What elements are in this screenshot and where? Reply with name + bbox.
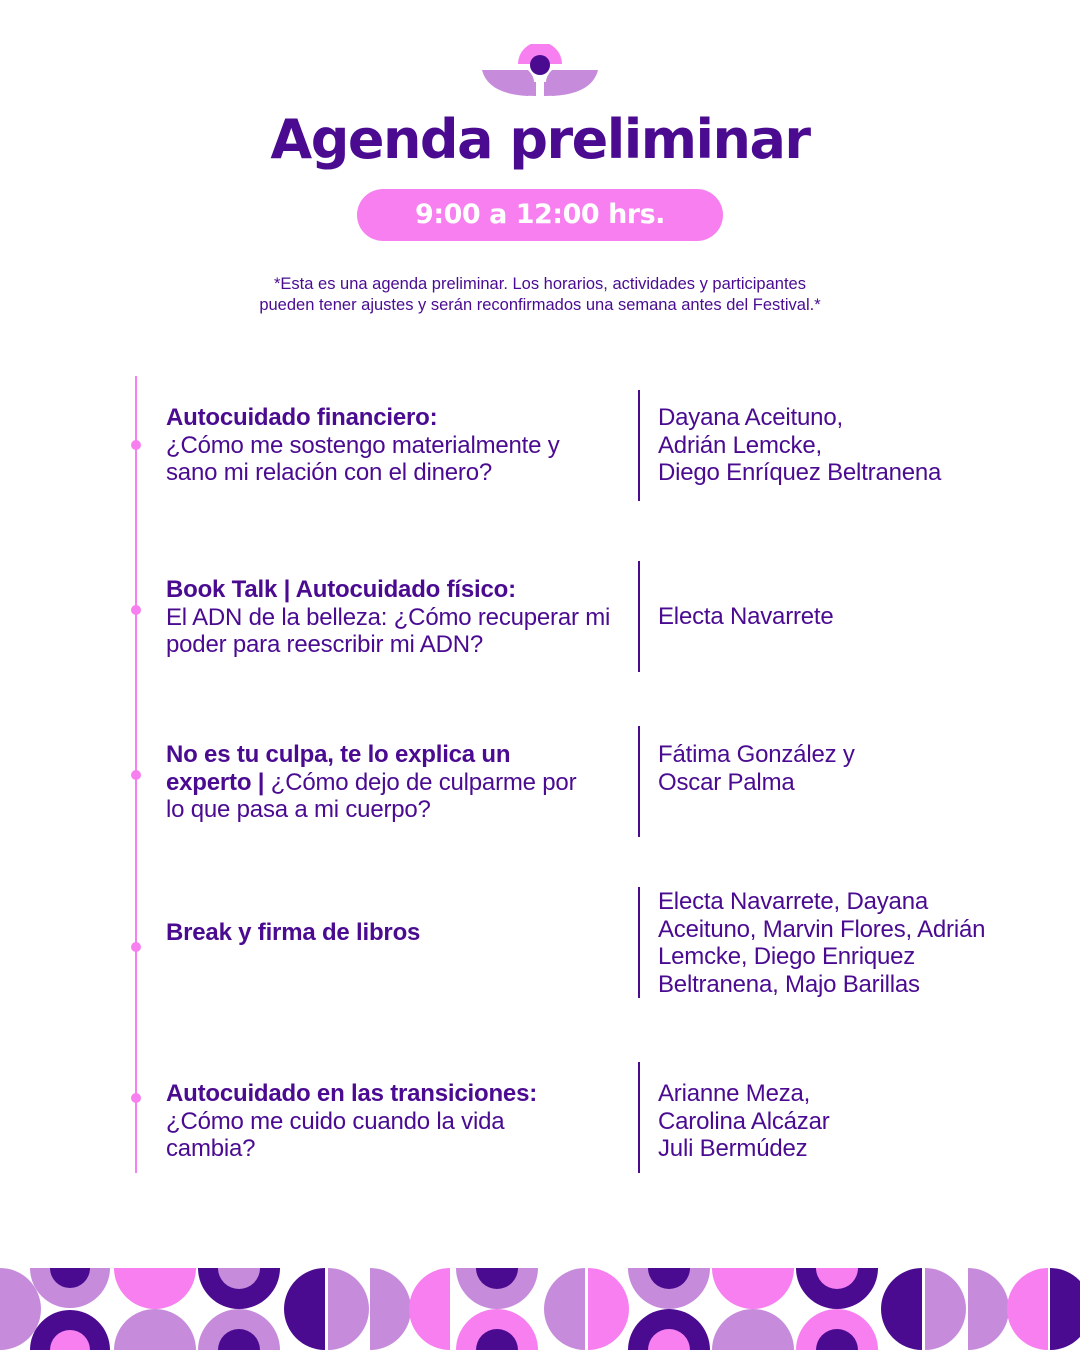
speaker-line: Fátima González y <box>658 741 855 768</box>
session-speakers <box>658 888 1038 998</box>
disclaimer-note <box>140 274 940 316</box>
session-divider <box>638 726 640 837</box>
speaker-line: Aceituno, Marvin Flores, Adrián <box>658 915 986 943</box>
session-subtitle: ¿Cómo me sostengo materialmente y sano mi relación con el dinero? <box>166 431 560 486</box>
speaker-line: Oscar Palma <box>658 768 795 796</box>
session-activity <box>166 741 626 824</box>
session-subtitle: ¿Cómo dejo de culparme por lo que pasa a mi cuerpo? <box>166 768 577 823</box>
speaker-line: Carolina Alcázar <box>658 1107 830 1135</box>
timeline-dot <box>131 1093 141 1103</box>
speaker-line: Adrián Lemcke, <box>658 431 822 459</box>
speaker-line: Lemcke, Diego Enriquez <box>658 943 916 970</box>
session-activity <box>166 919 626 947</box>
session-activity <box>166 576 626 659</box>
session-title: Book Talk | Autocuidado físico: <box>166 576 516 603</box>
timeline-dot <box>131 440 141 450</box>
speaker-line: Beltranena, Majo Barillas <box>658 970 920 998</box>
session-title: Break y firma de libros <box>166 919 421 946</box>
disclaimer-line: *Esta es una agenda preliminar. Los horarios, actividades y participantes <box>274 275 806 293</box>
speaker-line: Dayana Aceituno, <box>658 404 843 431</box>
session-speakers <box>658 603 1038 631</box>
session-title: Autocuidado financiero: <box>166 404 438 431</box>
geometric-pattern-icon <box>0 1268 1080 1350</box>
flower-logo-icon <box>478 44 602 100</box>
time-badge: 9:00 a 12:00 hrs. <box>357 189 723 241</box>
session-activity <box>166 404 626 487</box>
page-title: Agenda preliminar <box>270 108 810 171</box>
timeline-dot <box>131 942 141 952</box>
speaker-line: Electa Navarrete, Dayana <box>658 888 929 915</box>
session-activity <box>166 1080 626 1163</box>
speaker-line: Diego Enríquez Beltranena <box>658 459 942 486</box>
session-title: Autocuidado en las transiciones: <box>166 1080 538 1107</box>
session-title: No es tu culpa, te lo explica un experto | <box>166 741 511 796</box>
session-speakers <box>658 741 1038 796</box>
session-subtitle: El ADN de la belleza: ¿Cómo recuperar mi poder para reescribir mi ADN? <box>166 603 611 658</box>
session-divider <box>638 887 640 998</box>
speaker-line: Arianne Meza, <box>658 1080 811 1107</box>
timeline-dot <box>131 770 141 780</box>
session-subtitle: ¿Cómo me cuido cuando la vida cambia? <box>166 1107 505 1162</box>
speaker-line: Electa Navarrete <box>658 603 834 630</box>
timeline-dot <box>131 605 141 615</box>
session-divider <box>638 561 640 672</box>
speaker-line: Juli Bermúdez <box>658 1135 808 1162</box>
session-divider <box>638 390 640 501</box>
session-speakers <box>658 1080 1038 1163</box>
session-divider <box>638 1062 640 1173</box>
disclaimer-line: pueden tener ajustes y serán reconfirmados una semana antes del Festival.* <box>259 296 821 314</box>
session-speakers <box>658 404 1038 487</box>
